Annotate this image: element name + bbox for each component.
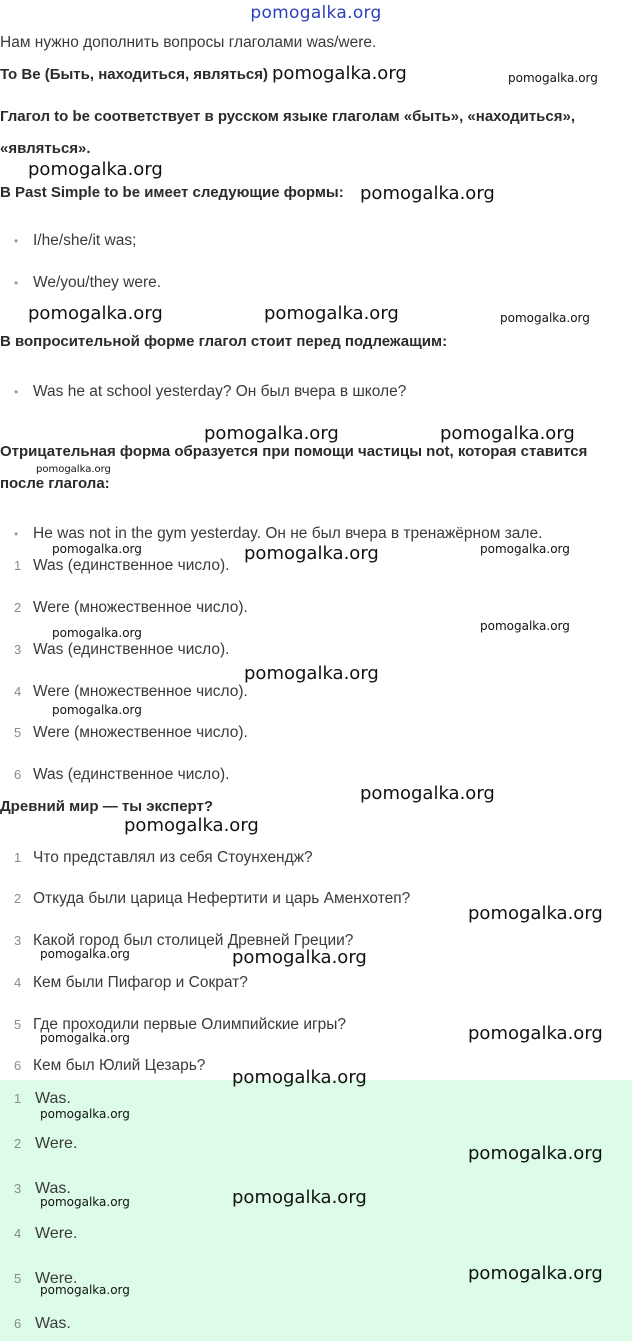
list-item: 1 Was (единственное число). — [14, 557, 230, 574]
list-item: 3 Was (единственное число). — [14, 641, 230, 658]
list-item: 6 Was (единственное число). — [14, 766, 230, 783]
watermark: pomogalka.org — [52, 626, 142, 640]
watermark: pomogalka.org — [28, 159, 163, 180]
watermark: pomogalka.org — [244, 543, 379, 564]
watermark: pomogalka.org — [40, 1107, 130, 1121]
watermark: pomogalka.org — [468, 903, 603, 924]
para-question: В вопросительной форме глагол стоит перед подлежащим: — [0, 333, 448, 350]
list-item: 6 Кем был Юлий Цезарь? — [14, 1057, 206, 1074]
watermark: pomogalka.org — [232, 1067, 367, 1088]
watermark: pomogalka.org — [468, 1023, 603, 1044]
watermark: pomogalka.org — [40, 1031, 130, 1045]
intro-text: Нам нужно дополнить вопросы глаголами was/were. — [0, 34, 377, 51]
watermark: pomogalka.org — [36, 464, 111, 475]
watermark: pomogalka.org — [468, 1143, 603, 1164]
watermark: pomogalka.org — [204, 423, 339, 444]
list-item: • We/you/they were. — [14, 274, 162, 291]
watermark: pomogalka.org — [264, 303, 399, 324]
heading-to-be: To Be (Быть, находиться, являться) — [0, 66, 269, 83]
list-item: 3 Was. — [14, 1180, 71, 1197]
list-item: 6 Was. — [14, 1315, 71, 1332]
bullet-icon: • — [14, 234, 19, 248]
para-forms: В Past Simple to be имеет следующие формы: — [0, 184, 344, 201]
para-correspondence: Глагол to be соответствует в русском языке глаголам «быть», «находиться», «являться». — [0, 108, 576, 157]
watermark: pomogalka.org — [232, 1187, 367, 1208]
watermark: pomogalka.org — [480, 542, 570, 556]
watermark: pomogalka.org — [124, 815, 259, 836]
bullet-icon: • — [14, 276, 19, 290]
watermark: pomogalka.org — [272, 63, 407, 84]
list-item: 1 Was. — [14, 1090, 71, 1107]
bullet-icon: • — [14, 527, 19, 541]
watermark: pomogalka.org — [52, 542, 142, 556]
list-item: 3 Какой город был столицей Древней Греции? — [14, 932, 354, 949]
watermark: pomogalka.org — [40, 1195, 130, 1209]
list-item: 4 Кем были Пифагор и Сократ? — [14, 974, 248, 991]
quiz-heading: Древний мир — ты эксперт? — [0, 798, 214, 815]
list-item: • Was he at school yesterday? Он был вчера в школе? — [14, 383, 407, 400]
watermark: pomogalka.org — [360, 183, 495, 204]
watermark: pomogalka.org — [52, 703, 142, 717]
list-item: 5 Were (множественное число). — [14, 724, 248, 741]
list-item: 4 Were. — [14, 1225, 78, 1242]
para-negative: Отрицательная форма образуется при помощи частицы not, которая ставится после глагола: — [0, 443, 588, 492]
list-item: 2 Were (множественное число). — [14, 599, 248, 616]
list-item: 1 Что представлял из себя Стоунхендж? — [14, 849, 313, 866]
watermark: pomogalka.org — [244, 663, 379, 684]
watermark: pomogalka.org — [500, 311, 590, 325]
watermark: pomogalka.org — [480, 619, 570, 633]
watermark: pomogalka.org — [232, 947, 367, 968]
watermark: pomogalka.org — [360, 783, 495, 804]
bullet-icon: • — [14, 385, 19, 399]
watermark: pomogalka.org — [468, 1263, 603, 1284]
watermark: pomogalka.org — [40, 947, 130, 961]
list-item: • I/he/she/it was; — [14, 232, 137, 249]
list-item: 5 Were. — [14, 1270, 78, 1287]
watermark: pomogalka.org — [40, 1283, 130, 1297]
list-item: 5 Где проходили первые Олимпийские игры? — [14, 1016, 347, 1033]
list-item: • He was not in the gym yesterday. Он не был вчера в тренажёрном зале. — [14, 525, 543, 542]
watermark: pomogalka.org — [28, 303, 163, 324]
watermark: pomogalka.org — [508, 71, 598, 85]
watermark: pomogalka.org — [440, 423, 575, 444]
list-item: 4 Were (множественное число). — [14, 683, 248, 700]
list-item: 2 Откуда были царица Нефертити и царь Аменхотеп? — [14, 890, 411, 907]
site-header-watermark: pomogalka.org — [250, 3, 382, 23]
list-item: 2 Were. — [14, 1135, 78, 1152]
